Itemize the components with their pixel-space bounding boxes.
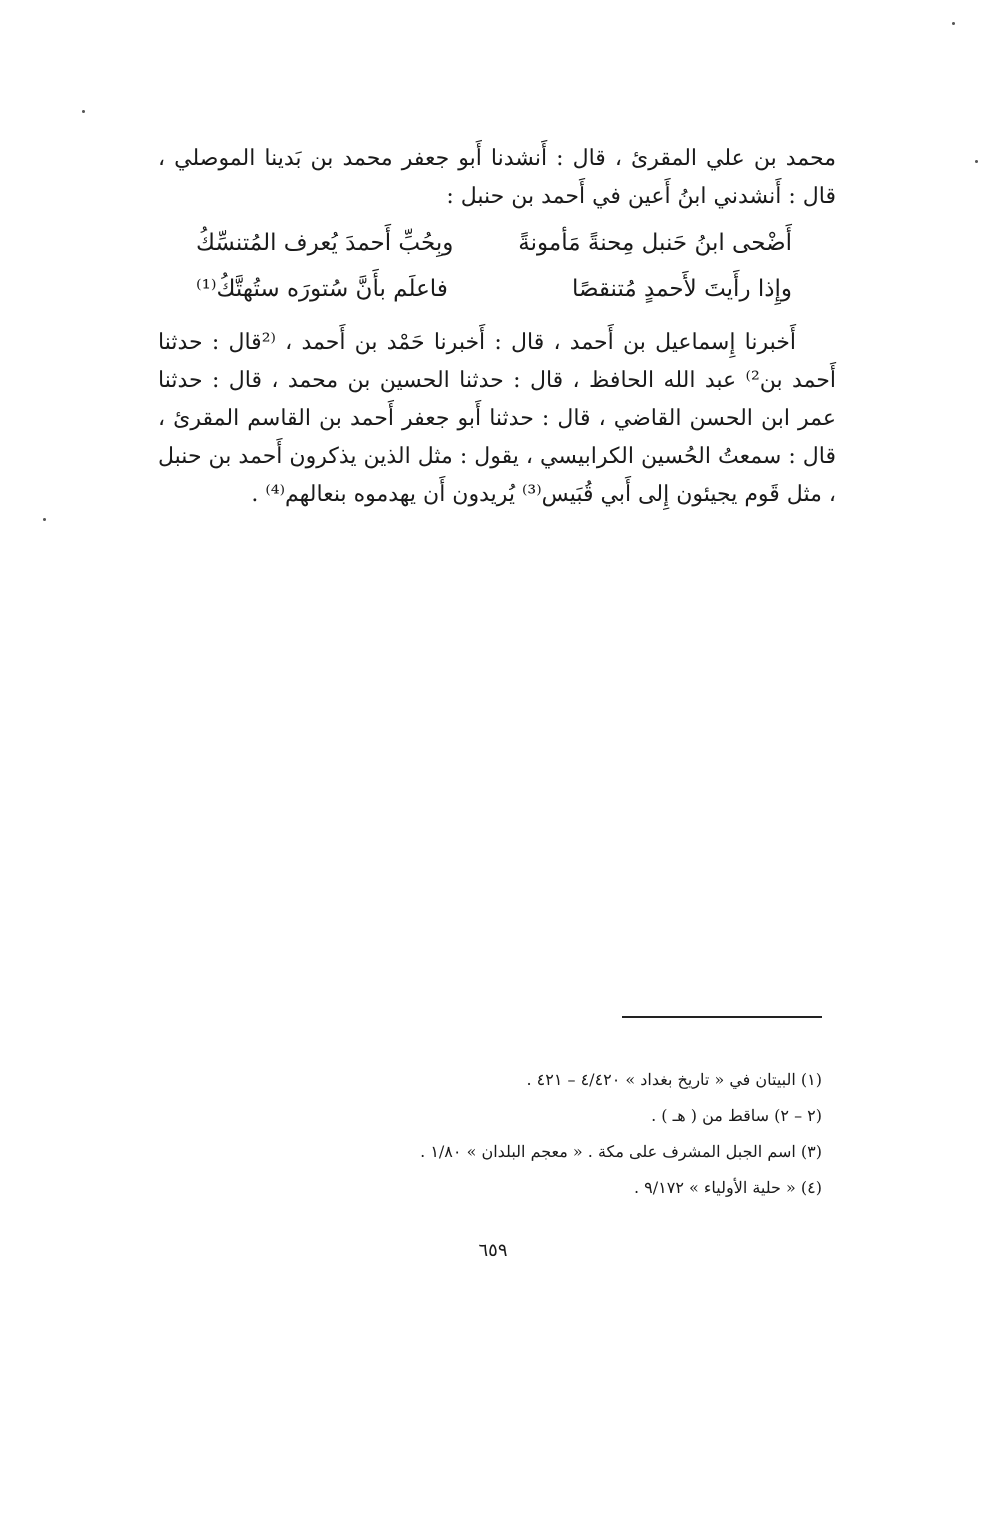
footnote-4: (٤) « حلية الأولياء » ٩/١٧٢ .: [633, 1178, 822, 1197]
poem-verse-2: [158, 266, 836, 312]
scan-speck: [82, 110, 85, 113]
main-text: [158, 140, 836, 514]
narration-paragraph: أَخبرنا إِسماعيل بن أَحمد ، قال : أَخبرنا حَمْد بن أَحمد ، ⁽²قال : حدثنا أَحمد بن²⁾ عبد الله الحافظ ، قال : حدثنا الحسين بن محمد ، قال : حدثنا عمر ابن الحسن القاضي ، قال : حدثنا أَبو جعفر أَحمد بن القاسم المقرئ ، قال : سمعتُ الحُسين الكرابيسي ، يقول : مثل الذين يذكرون أَحمد بن حنبل ، مثل قَوم يجيئون إِلى أَبي قُبَيس⁽³⁾ يُريدون أَن يهدموه بنعالهم⁽⁴⁾ .: [158, 330, 836, 507]
page-number: ٦٥٩: [478, 1240, 508, 1261]
poem: [158, 220, 836, 312]
intro-paragraph: محمد بن علي المقرئ ، قال : أَنشدنا أَبو جعفر محمد بن بَدينا الموصلي ، قال : أَنشدني ابنُ أَعين في أَحمد بن حنبل :: [158, 146, 836, 209]
footnote-2: (٢ – ٢) ساقط من ( هـ ) .: [651, 1106, 822, 1125]
poem-verse-1: [158, 220, 836, 266]
verse-2-second-hemistich: فاعلَم بأَنَّ سُتورَه ستُهتَّكُ⁽¹⁾: [196, 276, 448, 302]
footnotes: [300, 1062, 822, 1206]
scan-speck: [975, 160, 978, 163]
verse-1-second-hemistich: وبِحُبِّ أَحمدَ يُعرف المُتنسِّكُ: [196, 230, 454, 256]
footnote-1: (١) البيتان في « تاريخ بغداد » ٤/٤٢٠ – ٤٢١ .: [526, 1070, 822, 1089]
verse-2-first-hemistich: وإِذا رأَيتَ لأَحمدٍ مُتنقصًا: [571, 276, 792, 302]
scan-speck: [43, 518, 46, 521]
footnote-separator: [622, 1016, 822, 1018]
verse-1-first-hemistich: أَضْحى ابنُ حَنبل مِحنةً مَأمونةً: [518, 230, 792, 256]
footnote-3: (٣) اسم الجبل المشرف على مكة . « معجم البلدان » ١/٨٠ .: [420, 1142, 822, 1161]
scan-speck: [952, 22, 955, 25]
